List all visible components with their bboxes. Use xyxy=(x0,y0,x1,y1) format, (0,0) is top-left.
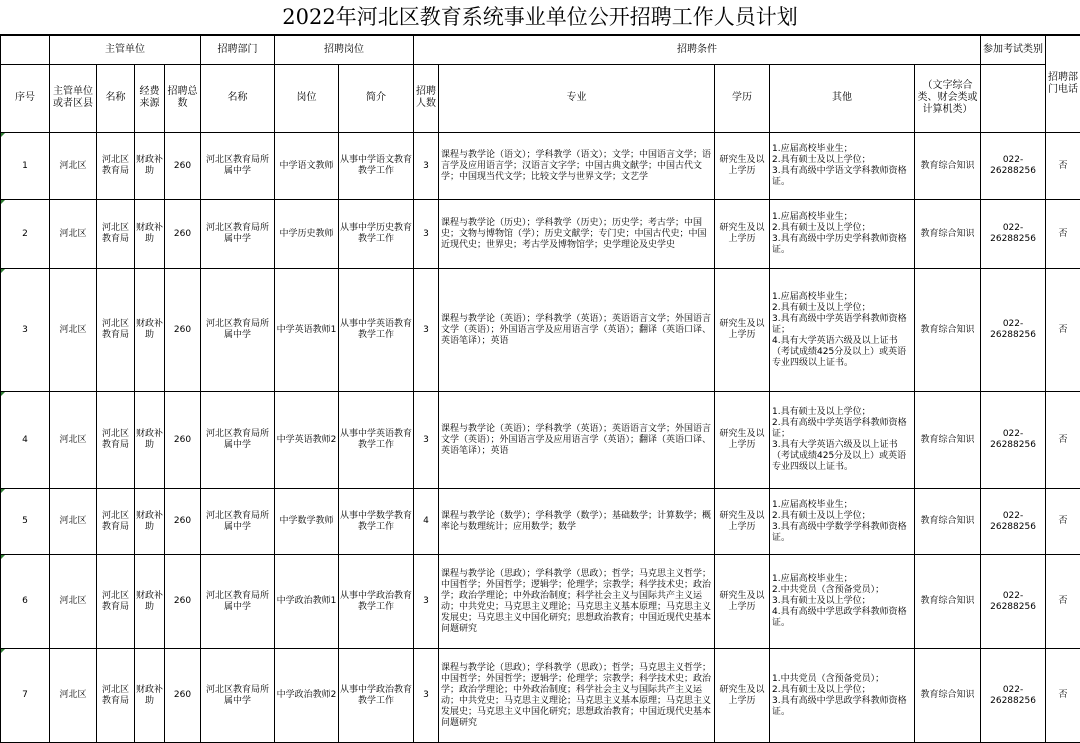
table-row xyxy=(1,392,1080,489)
other-line: 2.中共党员（含预备党员）； xyxy=(772,585,913,596)
cell-phone: 022-26288256 xyxy=(981,555,1046,649)
cell-seq: 7 xyxy=(1,649,50,743)
cell-funding: 财政补助 xyxy=(135,133,165,200)
cell-other xyxy=(770,269,915,392)
cell-funding: 财政补助 xyxy=(135,392,165,489)
cell-total: 260 xyxy=(165,649,201,743)
cell-dept: 河北区教育局所属中学 xyxy=(201,200,275,269)
other-line: 2.具有硕士及以上学位； xyxy=(772,303,913,314)
cell-seq: 6 xyxy=(1,555,50,649)
cell-edu: 研究生及以上学历 xyxy=(715,649,770,743)
header-row-2 xyxy=(1,64,1080,132)
table-row xyxy=(1,649,1080,743)
header-major: 专业 xyxy=(439,64,715,132)
header-phone: 招聘部门电话 xyxy=(1046,36,1080,133)
cell-dept: 河北区教育局所属中学 xyxy=(201,649,275,743)
cell-other xyxy=(770,489,915,555)
cell-org: 否 xyxy=(1046,392,1080,489)
other-line: 3.具有高级中学数学学科教师资格证。 xyxy=(772,522,913,544)
cell-exam: 教育综合知识 xyxy=(915,200,981,269)
cell-exam: 教育综合知识 xyxy=(915,392,981,489)
cell-count: 3 xyxy=(414,133,439,200)
cell-intro: 从事中学英语教育教学工作 xyxy=(339,269,414,392)
cell-major: 课程与教学论（英语）；学科教学（英语）；英语语言文学；外国语言文学（英语）；外国语言学及应用语言学（英语）；翻译（英语口译、英语笔译）；英语 xyxy=(439,269,715,392)
other-line: 3.具有硕士及以上学位； xyxy=(772,596,913,607)
cell-intro: 从事中学语文教育教学工作 xyxy=(339,133,414,200)
header-row-1 xyxy=(1,36,1080,65)
cell-district: 河北区 xyxy=(50,649,97,743)
other-line: 3.具有大学英语六级及以上证书（考试成绩425分及以上）或英语专业四级以上证书。 xyxy=(772,440,913,473)
cell-major: 课程与教学论（数学）；学科教学（数学）；基础数学；计算数学；概率论与数理统计；应用数学；数学 xyxy=(439,489,715,555)
cell-other xyxy=(770,133,915,200)
other-line: 1.应届高校毕业生； xyxy=(772,574,913,585)
other-line: 2.具有硕士及以上学位； xyxy=(772,511,913,522)
cell-post: 中学历史教师 xyxy=(275,200,339,269)
table-row xyxy=(1,489,1080,555)
cell-dept: 河北区教育局所属中学 xyxy=(201,555,275,649)
cell-other xyxy=(770,200,915,269)
cell-total: 260 xyxy=(165,200,201,269)
cell-exam: 教育综合知识 xyxy=(915,269,981,392)
other-line: 3.具有高级中学语文学科教师资格证。 xyxy=(772,166,913,188)
header-exam-sub: （文字综合类、财会类或计算机类） xyxy=(915,64,981,132)
cell-edu: 研究生及以上学历 xyxy=(715,133,770,200)
header-edu: 学历 xyxy=(715,64,770,132)
table-row xyxy=(1,269,1080,392)
cell-post: 中学政治教师2 xyxy=(275,649,339,743)
cell-edu: 研究生及以上学历 xyxy=(715,489,770,555)
cell-other xyxy=(770,392,915,489)
cell-name: 河北区教育局 xyxy=(97,489,135,555)
table-row xyxy=(1,133,1080,200)
other-line: 1.应届高校毕业生； xyxy=(772,500,913,511)
cell-name: 河北区教育局 xyxy=(97,649,135,743)
other-line: 1.中共党员（含预备党员）； xyxy=(772,674,913,685)
cell-dept: 河北区教育局所属中学 xyxy=(201,392,275,489)
cell-intro: 从事中学数学教育教学工作 xyxy=(339,489,414,555)
other-line: 2.具有硕士及以上学位； xyxy=(772,223,913,234)
cell-district: 河北区 xyxy=(50,392,97,489)
header-total: 招聘总数 xyxy=(165,64,201,132)
other-line: 1.应届高校毕业生； xyxy=(772,212,913,223)
cell-exam: 教育综合知识 xyxy=(915,555,981,649)
cell-name: 河北区教育局 xyxy=(97,392,135,489)
cell-name: 河北区教育局 xyxy=(97,555,135,649)
cell-edu: 研究生及以上学历 xyxy=(715,200,770,269)
cell-org: 否 xyxy=(1046,649,1080,743)
cell-exam: 教育综合知识 xyxy=(915,649,981,743)
cell-phone: 022-26288256 xyxy=(981,649,1046,743)
cell-major: 课程与教学论（语文）；学科教学（语文）；文学；中国语言文学；语言学及应用语言学；汉语言文字学；中国古典文献学；中国古代文学；中国现当代文学；比较文学与世界文学；文艺学 xyxy=(439,133,715,200)
other-line: 3.具有高级中学思政学科教师资格证。 xyxy=(772,696,913,718)
cell-district: 河北区 xyxy=(50,555,97,649)
cell-total: 260 xyxy=(165,489,201,555)
header-exam: 参加考试类别 xyxy=(981,36,1046,65)
other-line: 2.具有硕士及以上学位； xyxy=(772,155,913,166)
header-post-group: 招聘岗位 xyxy=(275,36,414,65)
cell-other xyxy=(770,555,915,649)
other-line: 2.具有高级中学英语学科教师资格证； xyxy=(772,418,913,440)
cell-district: 河北区 xyxy=(50,200,97,269)
cell-org: 否 xyxy=(1046,555,1080,649)
cell-district: 河北区 xyxy=(50,133,97,200)
header-seq: 序号 xyxy=(1,64,50,132)
cell-phone: 022-26288256 xyxy=(981,133,1046,200)
cell-edu: 研究生及以上学历 xyxy=(715,555,770,649)
cell-total: 260 xyxy=(165,392,201,489)
cell-district: 河北区 xyxy=(50,489,97,555)
cell-count: 3 xyxy=(414,392,439,489)
cell-post: 中学英语教师1 xyxy=(275,269,339,392)
header-post: 岗位 xyxy=(275,64,339,132)
cell-post: 中学英语教师2 xyxy=(275,392,339,489)
cell-exam: 教育综合知识 xyxy=(915,489,981,555)
cell-seq: 4 xyxy=(1,392,50,489)
cell-org: 否 xyxy=(1046,133,1080,200)
cell-major: 课程与教学论（英语）；学科教学（英语）；英语语言文学；外国语言文学（英语）；外国语言学及应用语言学（英语）；翻译（英语口译、英语笔译）；英语 xyxy=(439,392,715,489)
cell-dept: 河北区教育局所属中学 xyxy=(201,269,275,392)
cell-count: 3 xyxy=(414,649,439,743)
cell-exam: 教育综合知识 xyxy=(915,133,981,200)
header-intro: 简介 xyxy=(339,64,414,132)
cell-total: 260 xyxy=(165,269,201,392)
other-line: 3.具有高级中学英语学科教师资格证； xyxy=(772,314,913,336)
other-line: 1.具有硕士及以上学位； xyxy=(772,407,913,418)
header-authority: 主管单位 xyxy=(50,36,201,65)
header-count: 招聘人数 xyxy=(414,64,439,132)
page-title: 2022年河北区教育系统事业单位公开招聘工作人员计划 xyxy=(0,0,1080,35)
cell-edu: 研究生及以上学历 xyxy=(715,269,770,392)
cell-post: 中学数学教师 xyxy=(275,489,339,555)
header-dept: 招聘部门 xyxy=(201,36,275,65)
cell-intro: 从事中学英语教育教学工作 xyxy=(339,392,414,489)
cell-count: 3 xyxy=(414,555,439,649)
other-line: 3.具有高级中学历史学科教师资格证。 xyxy=(772,234,913,256)
recruitment-table xyxy=(0,35,1080,743)
cell-funding: 财政补助 xyxy=(135,269,165,392)
cell-org: 否 xyxy=(1046,489,1080,555)
cell-intro: 从事中学历史教育教学工作 xyxy=(339,200,414,269)
cell-major: 课程与教学论（历史）；学科教学（历史）；历史学；考古学；中国史；文物与博物馆（学）；历史文献学；专门史；中国古代史；中国近现代史；世界史；考古学及博物馆学；史学理论及史学史 xyxy=(439,200,715,269)
cell-seq: 2 xyxy=(1,200,50,269)
cell-count: 4 xyxy=(414,489,439,555)
header-district: 主管单位或者区县 xyxy=(50,64,97,132)
cell-edu: 研究生及以上学历 xyxy=(715,392,770,489)
cell-name: 河北区教育局 xyxy=(97,200,135,269)
cell-org: 否 xyxy=(1046,200,1080,269)
cell-district: 河北区 xyxy=(50,269,97,392)
cell-post: 中学语文教师 xyxy=(275,133,339,200)
cell-funding: 财政补助 xyxy=(135,649,165,743)
other-line: 1.应届高校毕业生； xyxy=(772,144,913,155)
header-name: 名称 xyxy=(97,64,135,132)
cell-funding: 财政补助 xyxy=(135,555,165,649)
cell-name: 河北区教育局 xyxy=(97,269,135,392)
cell-phone: 022-26288256 xyxy=(981,200,1046,269)
other-line: 4.具有高级中学思政学科教师资格证。 xyxy=(772,607,913,629)
cell-post: 中学政治教师1 xyxy=(275,555,339,649)
table-row xyxy=(1,200,1080,269)
cell-count: 3 xyxy=(414,200,439,269)
other-line: 1.应届高校毕业生； xyxy=(772,292,913,303)
cell-major: 课程与教学论（思政）；学科教学（思政）；哲学；马克思主义哲学；中国哲学；外国哲学；逻辑学；伦理学；宗教学；科学技术史；政治学；政治学理论；中外政治制度；科学社会主义与国际共产主义运动；中共党史；马克思主义理论；马克思主义基本原理；马克思主义发展史；马克思主义中国化研究；思想政治教育；中国近现代史基本问题研究 xyxy=(439,649,715,743)
cell-dept: 河北区教育局所属中学 xyxy=(201,489,275,555)
cell-name: 河北区教育局 xyxy=(97,133,135,200)
header-blank xyxy=(1,36,50,65)
cell-count: 3 xyxy=(414,269,439,392)
cell-other xyxy=(770,649,915,743)
cell-total: 260 xyxy=(165,555,201,649)
cell-seq: 3 xyxy=(1,269,50,392)
cell-phone: 022-26288256 xyxy=(981,489,1046,555)
header-funding: 经费来源 xyxy=(135,64,165,132)
cell-intro: 从事中学政治教育教学工作 xyxy=(339,649,414,743)
cell-total: 260 xyxy=(165,133,201,200)
cell-seq: 5 xyxy=(1,489,50,555)
cell-major: 课程与教学论（思政）；学科教学（思政）；哲学；马克思主义哲学；中国哲学；外国哲学；逻辑学；伦理学；宗教学；科学技术史；政治学；政治学理论；中外政治制度；科学社会主义与国际共产主义运动；中共党史；马克思主义理论；马克思主义基本原理；马克思主义发展史；马克思主义中国化研究；思想政治教育；中国近现代史基本问题研究 xyxy=(439,555,715,649)
table-row xyxy=(1,555,1080,649)
header-conditions: 招聘条件 xyxy=(414,36,981,65)
header-dept-name: 名称 xyxy=(201,64,275,132)
cell-phone: 022-26288256 xyxy=(981,392,1046,489)
other-line: 4.具有大学英语六级及以上证书（考试成绩425分及以上）或英语专业四级以上证书。 xyxy=(772,336,913,369)
cell-org: 否 xyxy=(1046,269,1080,392)
cell-funding: 财政补助 xyxy=(135,489,165,555)
cell-intro: 从事中学政治教育教学工作 xyxy=(339,555,414,649)
cell-phone: 022-26288256 xyxy=(981,269,1046,392)
cell-dept: 河北区教育局所属中学 xyxy=(201,133,275,200)
header-other: 其他 xyxy=(770,64,915,132)
other-line: 2.具有硕士及以上学位； xyxy=(772,685,913,696)
cell-funding: 财政补助 xyxy=(135,200,165,269)
cell-seq: 1 xyxy=(1,133,50,200)
